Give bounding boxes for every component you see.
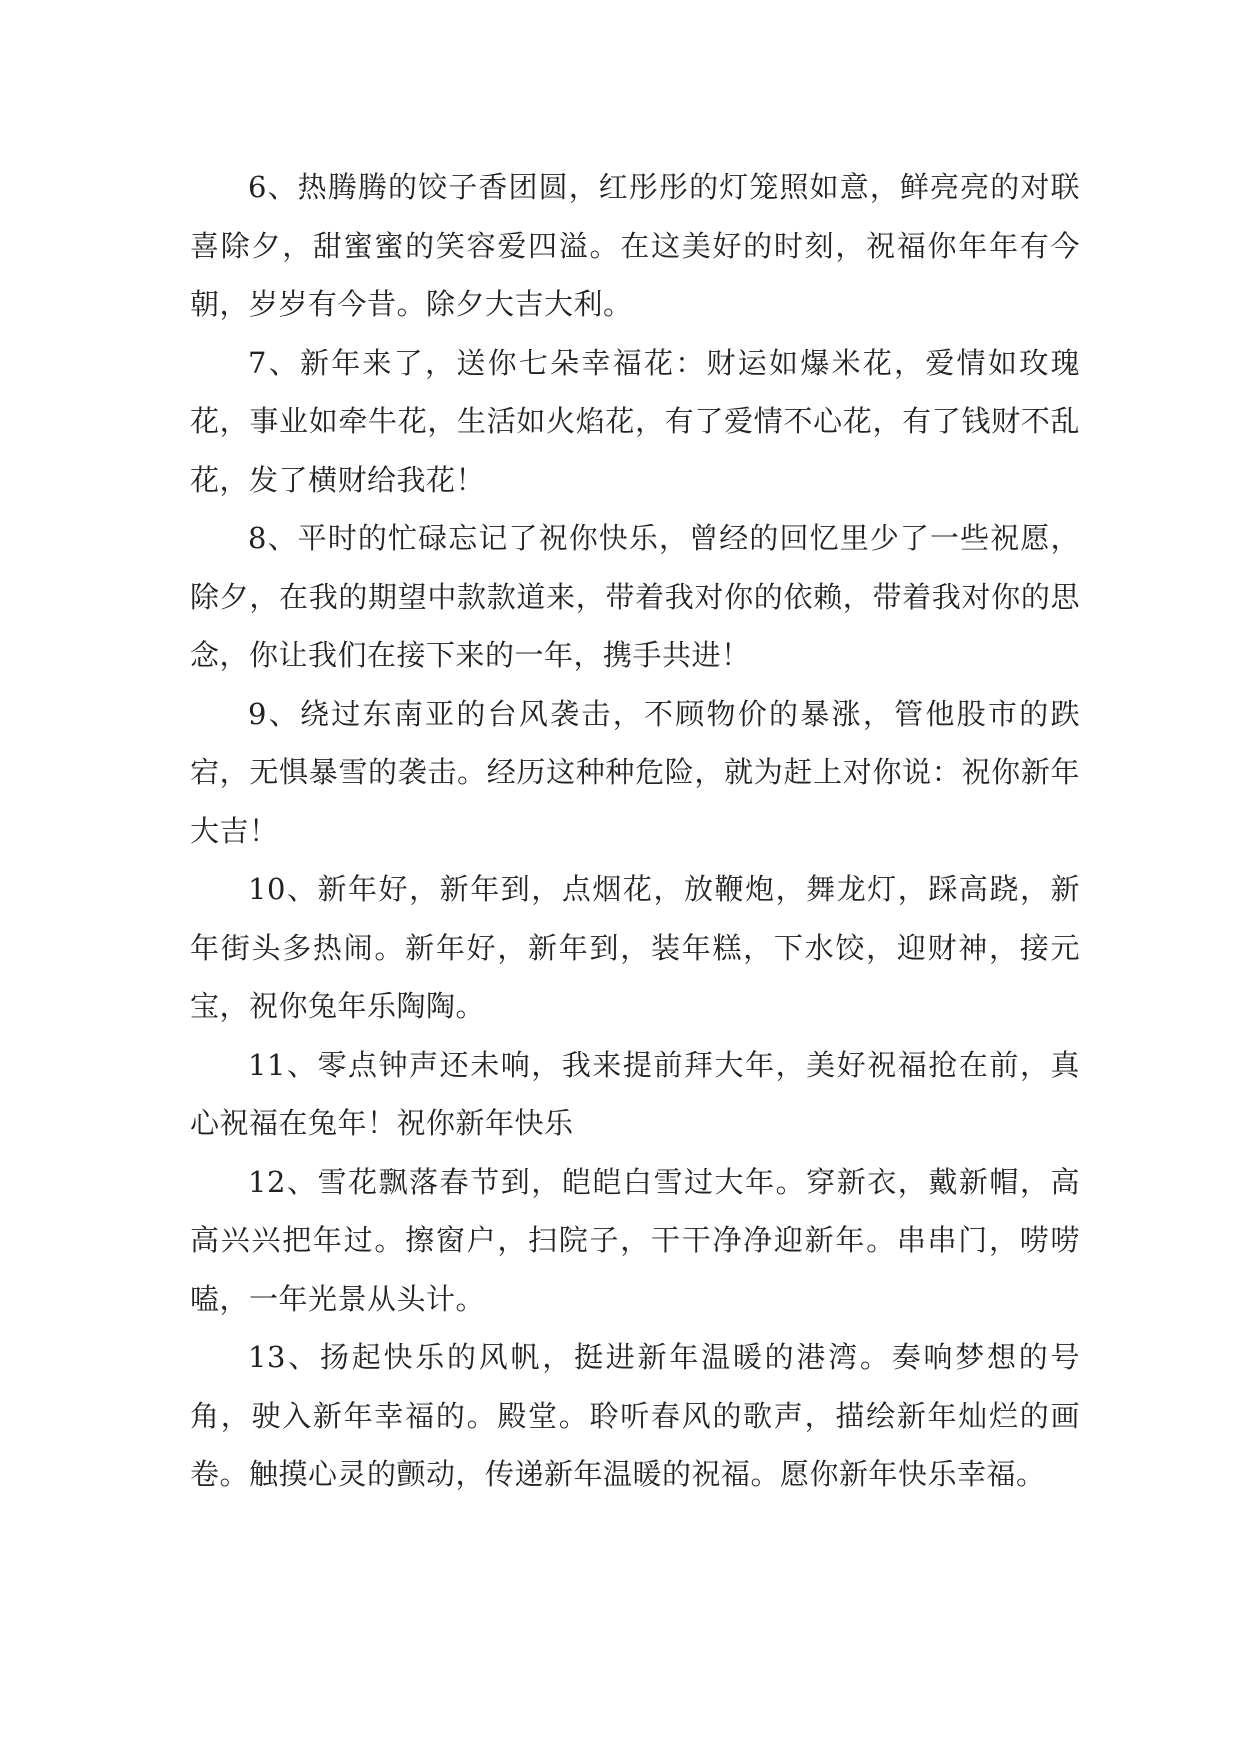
paragraph-9: 9、绕过东南亚的台风袭击，不顾物价的暴涨，管他股市的跌宕，无惧暴雪的袭击。经历这种种危险，就为赶上对你说：祝你新年大吉！ bbox=[190, 696, 1080, 848]
paragraph-7: 7、新年来了，送你七朵幸福花：财运如爆米花，爱情如玫瑰花，事业如牵牛花，生活如火焰花，有了爱情不心花，有了钱财不乱花，发了横财给我花！ bbox=[190, 345, 1080, 497]
paragraph-10: 10、新年好，新年到，点烟花，放鞭炮，舞龙灯，踩高跷，新年街头多热闹。新年好，新年到，装年糕，下水饺，迎财神，接元宝，祝你兔年乐陶陶。 bbox=[190, 872, 1080, 1023]
paragraph-6: 6、热腾腾的饺子香团圆，红彤彤的灯笼照如意，鲜亮亮的对联喜除夕，甜蜜蜜的笑容爱四溢。在这美好的时刻，祝福你年年有今朝，岁岁有今昔。除夕大吉大利。 bbox=[190, 170, 1080, 321]
paragraph-8: 8、平时的忙碌忘记了祝你快乐，曾经的回忆里少了一些祝愿，除夕，在我的期望中款款道来，带着我对你的依赖，带着我对你的思念，你让我们在接下来的一年，携手共进！ bbox=[190, 521, 1080, 672]
document-body bbox=[190, 158, 1080, 1504]
paragraph-12: 12、雪花飘落春节到，皑皑白雪过大年。穿新衣，戴新帽，高高兴兴把年过。擦窗户，扫院子，干干净净迎新年。串串门，唠唠嗑，一年光景从头计。 bbox=[190, 1164, 1080, 1316]
paragraph-11: 11、零点钟声还未响，我来提前拜大年，美好祝福抢在前，真心祝福在兔年！祝你新年快乐 bbox=[190, 1047, 1080, 1140]
paragraph-13: 13、扬起快乐的风帆，挺进新年温暖的港湾。奏响梦想的号角，驶入新年幸福的。殿堂。聆听春风的歌声，描绘新年灿烂的画卷。触摸心灵的颤动，传递新年温暖的祝福。愿你新年快乐幸福。 bbox=[190, 1340, 1080, 1491]
